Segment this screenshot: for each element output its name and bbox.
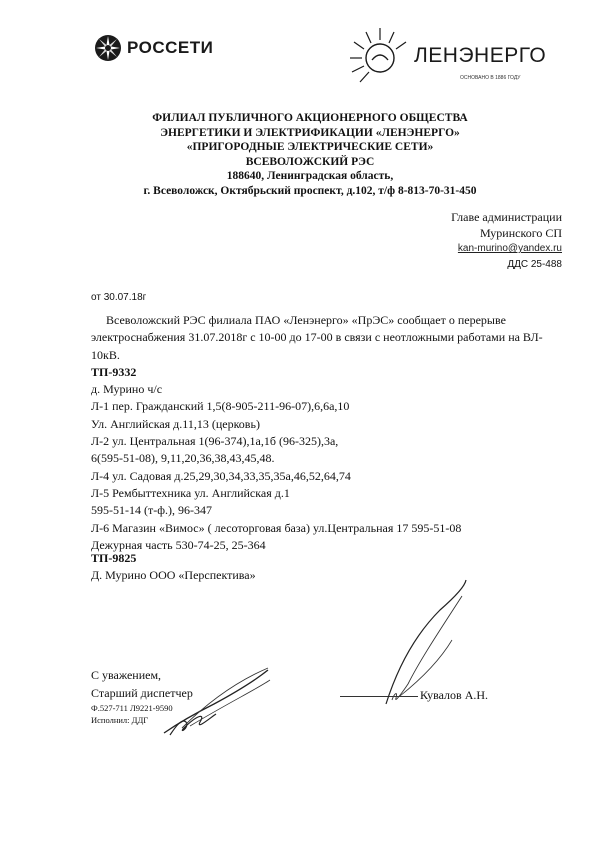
addressee-line-1: Главе администрации: [451, 210, 562, 224]
tp1-line: д. Мурино ч/с: [91, 382, 163, 397]
signatory-name: Кувалов А.Н.: [420, 688, 489, 702]
tp1-line: Л-1 пер. Гражданский 1,5(8-905-211-96-07),6,6а,10: [91, 399, 350, 414]
rosseti-wordmark: РОССЕТИ: [127, 38, 214, 57]
tp1-line: Дежурная часть 530-74-25, 25-364: [91, 537, 266, 552]
header-line-5: 188640, Ленинградская область,: [226, 170, 394, 182]
tp1-line: Л-4 ул. Садовая д.25,29,30,34,33,35,35а,46,52,64,74: [91, 468, 351, 483]
tp1-line: 595-51-14 (т-ф.), 96-347: [91, 503, 212, 518]
addressee-line-2: Муринского СП: [479, 226, 562, 240]
header-line-2: ЭНЕРГЕТИКИ И ЭЛЕКТРИФИКАЦИИ «ЛЕНЭНЕРГО»: [160, 126, 460, 139]
closing-form-number: Ф.527-711 Л9221-9590: [91, 703, 173, 713]
intro-line-3: 10кВ.: [91, 347, 120, 362]
closing-executor: Исполнил: ДДГ: [91, 715, 149, 725]
lenenergo-tagline: ОСНОВАНО В 1886 ГОДУ: [460, 75, 521, 81]
intro-line-1: Всеволожский РЭС филиала ПАО «Ленэнерго» «ПрЭС» сообщает о перерыве: [106, 313, 506, 327]
lenenergo-wordmark: ЛЕНЭНЕРГО: [414, 44, 547, 67]
intro-line-2: электроснабжения 31.07.2018г с 10-00 до 17-00 в связи с неотложными работами на ВЛ-: [91, 330, 543, 345]
tp1-line: Л-5 Рембыттехника ул. Английская д.1: [91, 485, 290, 500]
header-line-4: ВСЕВОЛОЖСКИЙ РЭС: [245, 155, 375, 168]
header-line-6: г. Всеволожск, Октябрьский проспект, д.102, т/ф 8-813-70-31-450: [143, 184, 477, 197]
tp2-title: ТП-9825: [91, 551, 137, 565]
tp1-line: Л-2 ул. Центральная 1(96-374),1а,1б (96-325),3а,: [91, 434, 339, 449]
tp1-line: 6(595-51-08), 9,11,20,36,38,43,45,48.: [91, 451, 275, 466]
addressee-dds: ДДС 25-488: [507, 259, 562, 270]
addressee-email: kan-murino@yandex.ru: [457, 243, 562, 254]
tp1-line: Ул. Английская д.11,13 (церковь): [91, 416, 260, 431]
tp2-line: Д. Мурино ООО «Перспектива»: [91, 568, 256, 583]
closing-regards: С уважением,: [91, 668, 162, 682]
letter-date: от 30.07.18г: [91, 292, 147, 303]
tp1-title: ТП-9332: [91, 364, 137, 379]
header-line-3: «ПРИГОРОДНЫЕ ЭЛЕКТРИЧЕСКИЕ СЕТИ»: [186, 141, 434, 153]
header-line-1: ФИЛИАЛ ПУБЛИЧНОГО АКЦИОНЕРНОГО ОБЩЕСТВА: [152, 112, 468, 124]
tp1-line: Л-6 Магазин «Вимос» ( лесоторговая база) ул.Центральная 17 595-51-08: [91, 520, 462, 535]
closing-position: Старший диспетчер: [91, 685, 193, 700]
